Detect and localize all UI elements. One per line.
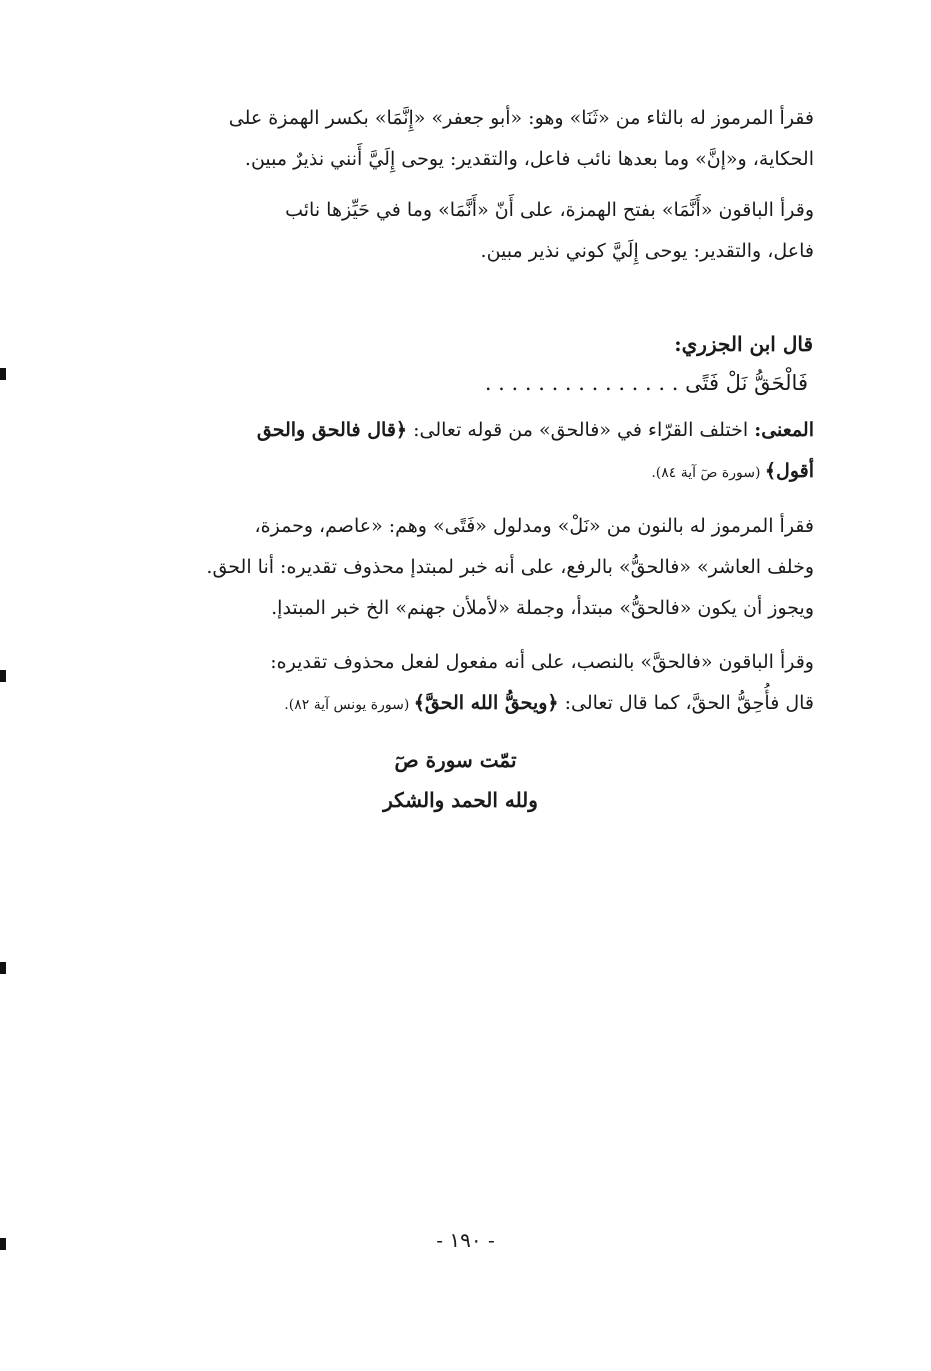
margin-mark bbox=[0, 962, 6, 974]
closing-block bbox=[0, 740, 931, 820]
verse-text: فَالْحَقُّ نَلْ فَتًى bbox=[685, 371, 808, 395]
paragraph-2-line-1: وقرأ الباقون «أَنَّمَا» بفتح الهمزة، على أَنّ «أَنَّمَا» وما في حَيِّزها نائب bbox=[285, 199, 814, 221]
paragraph-3-line-1 bbox=[108, 410, 814, 451]
paragraph-5-line-2-text: قال فأُحِقُّ الحقَّ، كما قال تعالى: bbox=[558, 692, 814, 714]
paragraph-4 bbox=[108, 506, 814, 629]
quran-quote-2: ﴿ويحقُّ الله الحقَّ﴾ bbox=[413, 692, 559, 714]
meaning-label: المعنى: bbox=[754, 419, 814, 441]
paragraph-1-line-1: فقرأ المرموز له بالثاء من «ثَنَا» وهو: «أبو جعفر» «إِنَّمَا» بكسر الهمزة على bbox=[228, 107, 814, 129]
paragraph-1-line-2: الحكاية، و«إنَّ» وما بعدها نائب فاعل، والتقدير: يوحى إِلَيَّ أَنني نذيرٌ مبين. bbox=[244, 148, 814, 170]
margin-mark bbox=[0, 368, 6, 380]
surah-reference-2: (سورة يونس آية ٨٢). bbox=[284, 697, 414, 713]
paragraph-2 bbox=[108, 190, 814, 272]
section-heading: قال ابن الجزري: bbox=[674, 332, 813, 356]
closing-line-2: ولله الحمد والشكر bbox=[383, 788, 538, 812]
paragraph-4-line-2: وخلف العاشر» «فالحقُّ» بالرفع، على أنه خبر لمبتدإ محذوف تقديره: أنا الحق. bbox=[206, 556, 814, 578]
paragraph-5 bbox=[108, 642, 814, 724]
paragraph-3-line-1-text: اختلف القرّاء في «فالحق» من قوله تعالى: bbox=[407, 419, 755, 441]
margin-mark bbox=[0, 1238, 6, 1250]
page-number: - ١٩٠ - bbox=[436, 1228, 495, 1252]
paragraph-4-line-3: ويجوز أن يكون «فالحقُّ» مبتدأ، وجملة «لأملأن جهنم» الخ خبر المبتدإ. bbox=[271, 597, 814, 619]
paragraph-2-line-2: فاعل، والتقدير: يوحى إِلَيَّ كوني نذير مبين. bbox=[480, 240, 814, 262]
closing-line-1: تمّت سورة صٓ bbox=[394, 748, 517, 772]
verse-line bbox=[108, 364, 808, 402]
margin-mark bbox=[0, 670, 6, 682]
verse-ellipsis: . . . . . . . . . . . . . . . bbox=[484, 371, 679, 395]
paragraph-5-line-2 bbox=[108, 683, 814, 724]
surah-reference-1: (سورة صٓ آية ٨٤). bbox=[651, 465, 765, 481]
paragraph-1 bbox=[108, 98, 814, 180]
paragraph-3-line-2 bbox=[108, 451, 814, 492]
paragraph-5-line-1: وقرأ الباقون «فالحقَّ» بالنصب، على أنه مفعول لفعل محذوف تقديره: bbox=[270, 651, 814, 673]
paragraph-4-line-1: فقرأ المرموز له بالنون من «نَلْ» ومدلول «فَتًى» وهم: «عاصم، وحمزة، bbox=[254, 515, 814, 537]
quran-quote-1-end: أقول﴾ bbox=[764, 460, 814, 482]
paragraph-3 bbox=[108, 410, 814, 492]
quran-quote-1: ﴿قال فالحق والحق bbox=[256, 419, 408, 441]
